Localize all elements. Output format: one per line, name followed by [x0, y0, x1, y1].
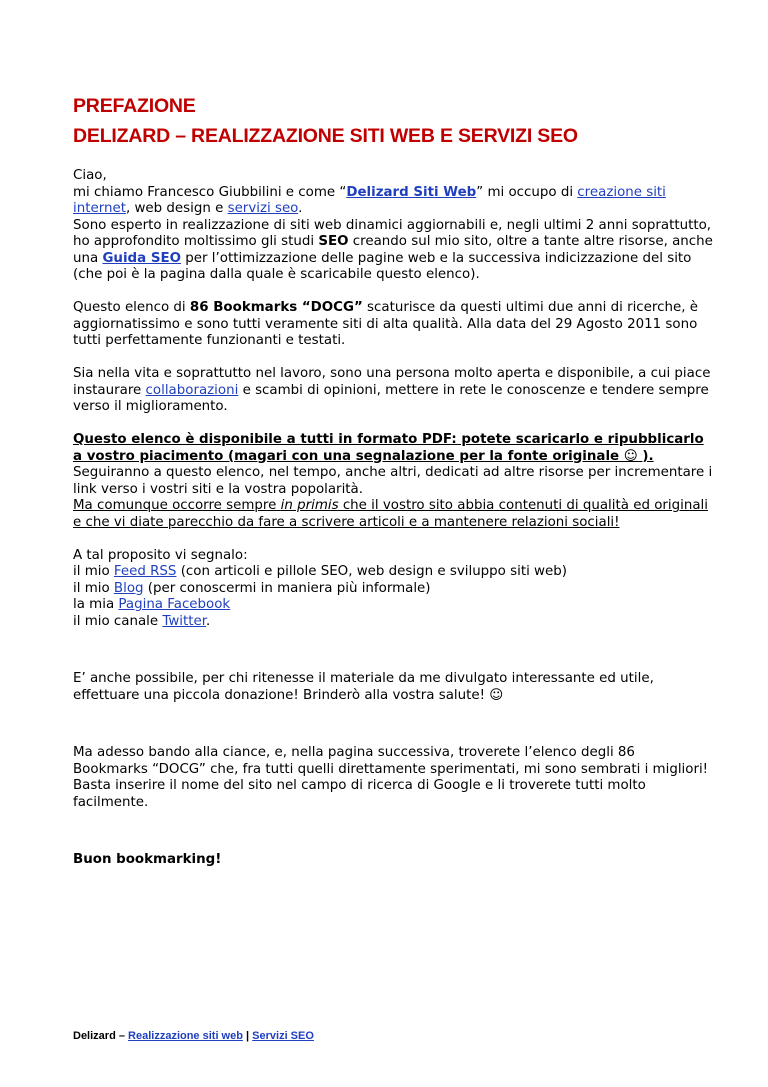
resource-facebook	[73, 597, 713, 614]
feed-rss-link[interactable]: Feed RSS	[113, 564, 177, 579]
blog-link[interactable]: Blog	[113, 580, 144, 596]
resource-feed	[73, 564, 713, 581]
next-page-paragraph: Ma adesso bando alla ciance, e, nella pagina successiva, troverete l’elenco degli 86 Bookmarks “DOCG” che, fra tutti quelli direttamente sperimentati, mi sono sembrati i migliori!	[73, 745, 709, 777]
resource-blog	[73, 581, 713, 598]
page-footer	[73, 1030, 314, 1042]
page-title: PREFAZIONE	[73, 95, 196, 117]
quality-italic: in primis	[280, 498, 339, 513]
intro-text-2: ” mi occupo di	[476, 184, 578, 200]
guida-seo-link[interactable]: Guida SEO	[102, 250, 182, 266]
pdf-notice: Questo elenco è disponibile a tutti in formato PDF: potete scaricarlo e ripubblicarlo a vostro piacimento (magari con una segnalazione per la fonte originale ☺ ).	[73, 432, 704, 464]
feed-post: (con articoli e pillole SEO, web design e sviluppo siti web)	[176, 564, 567, 579]
quality-text-2: che il vostro sito abbia contenuti di qualità ed originali e che vi diate parecchio da fare a scrivere articoli e a mantenere relazioni sociali!	[73, 498, 708, 530]
servizi-seo-link[interactable]: servizi seo	[227, 201, 299, 216]
footer-servizi-seo-link[interactable]: Servizi SEO	[252, 1030, 314, 1042]
donation-paragraph: E’ anche possibile, per chi ritenesse il materiale da me divulgato interessante ed utile, effettuare una piccola donazione! Brinderò alla vostra salute! ☺	[73, 671, 654, 703]
twitter-pre: il mio canale	[73, 613, 163, 629]
twitter-post: .	[206, 613, 211, 629]
bookmarks-bold: 86 Bookmarks “DOCG”	[189, 300, 363, 315]
resources-intro: A tal proposito vi segnalo:	[73, 547, 248, 563]
collab-text-1: Sia nella vita e soprattutto nel lavoro, sono una persona molto aperta e disponibile, a cui piace instaurare	[73, 366, 711, 398]
creazione-siti-link[interactable]: creazione siti internet	[73, 184, 666, 216]
collab-text-2: e scambi di opinioni, mettere in rete le conoscenze e tendere sempre verso il miglioramento.	[73, 382, 709, 414]
delizard-siti-web-link[interactable]: Delizard Siti Web	[346, 184, 477, 200]
footer-brand: Delizard –	[73, 1030, 129, 1042]
future-lists-text: Seguiranno a questo elenco, nel tempo, anche altri, dedicati ad altre risorse per incrementare i link verso i vostri siti e la vostra popolarità.	[73, 465, 713, 497]
resource-twitter	[73, 614, 713, 631]
blog-post: (per conoscermi in maniera più informale)	[143, 580, 431, 596]
facebook-pre: la mia	[73, 597, 119, 612]
facebook-link[interactable]: Pagina Facebook	[118, 597, 231, 612]
footer-realizzazione-link[interactable]: Realizzazione siti web	[128, 1030, 243, 1042]
document-body	[73, 168, 713, 869]
bookmarks-text-1: Questo elenco di	[73, 300, 190, 315]
collaboration-paragraph	[73, 366, 713, 416]
bookmarks-text-2: scaturisce da questi ultimi due anni di ricerche, è aggiornatissimo e sono tutti veramente siti di alta qualità. Alla data del 29 Agosto 2011 sono tutti perfettamente funzionanti e testati.	[73, 300, 698, 348]
search-hint-paragraph: Basta inserire il nome del sito nel campo di ricerca di Google e li troverete tutti molto facilmente.	[73, 778, 646, 810]
intro-text-7: per l’ottimizzazione delle pagine web e la successiva indicizzazione del sito (che poi è la pagina dalla quale è scaricabile questo elenco).	[73, 250, 692, 282]
intro-paragraph	[73, 185, 713, 284]
intro-text-4: .	[298, 201, 303, 216]
blog-pre: il mio	[73, 580, 114, 596]
collaborazioni-link[interactable]: collaborazioni	[145, 382, 239, 398]
quality-notice	[73, 498, 713, 531]
intro-text-6: creando sul mio sito, oltre a tante altre risorse, anche una	[73, 234, 713, 266]
intro-text-1: mi chiamo Francesco Giubbilini e come “	[73, 184, 347, 200]
page-subtitle: DELIZARD – REALIZZAZIONE SITI WEB E SERVIZI SEO	[73, 125, 578, 147]
quality-text-1: Ma comunque occorre sempre	[73, 498, 281, 513]
bookmarks-paragraph	[73, 300, 713, 350]
closing-line: Buon bookmarking!	[73, 852, 222, 867]
intro-text-3: , web design e	[125, 201, 228, 216]
feed-pre: il mio	[73, 564, 114, 579]
twitter-link[interactable]: Twitter	[162, 613, 207, 629]
intro-text-5: Sono esperto in realizzazione di siti web dinamici aggiornabili e, negli ultimi 2 anni soprattutto, ho approfondito moltissimo gli studi	[73, 217, 712, 249]
seo-bold: SEO	[318, 234, 349, 249]
greeting: Ciao,	[73, 168, 107, 183]
footer-separator: |	[242, 1030, 253, 1042]
